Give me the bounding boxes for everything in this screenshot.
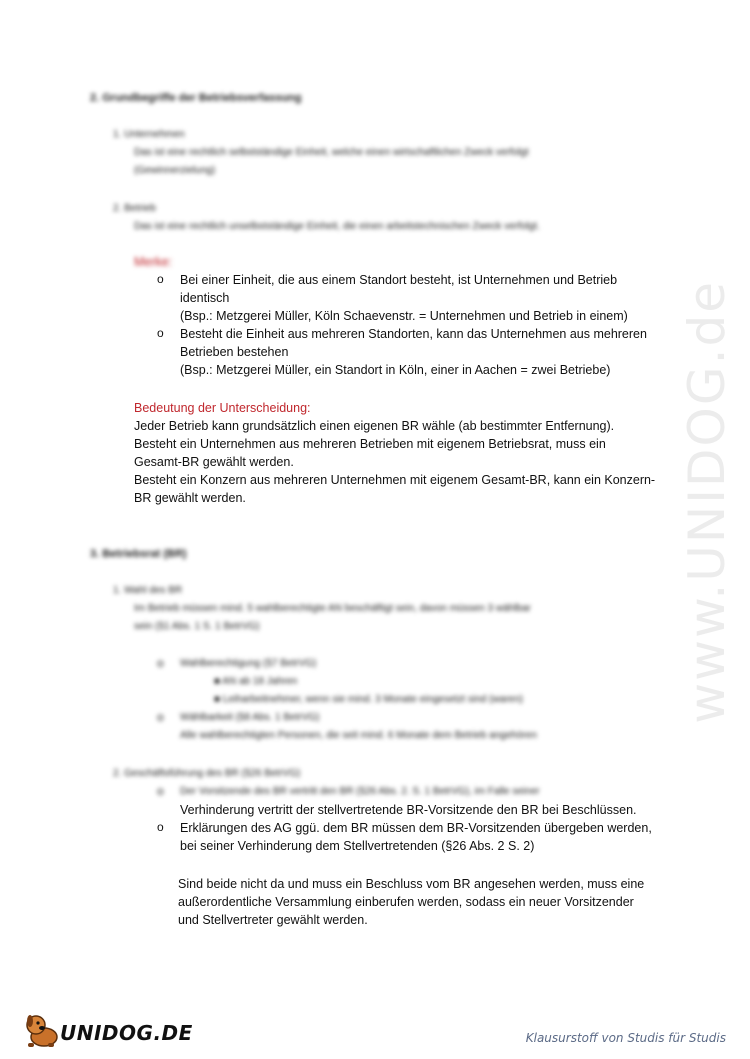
bedeutung-line-4: Besteht ein Konzern aus mehreren Unternehmen mit eigenem Gesamt-BR, kann ein Konzern-	[134, 473, 656, 487]
final-line-3: und Stellvertreter gewählt werden.	[178, 913, 368, 927]
dog-logo-icon	[22, 1011, 62, 1049]
gf-bullet-1: o	[157, 784, 164, 798]
final-line-2: außerordentliche Versammlung einberufen werden, sodass ein neuer Vorsitzender	[178, 895, 634, 909]
s3-item1-title: 1. Wahl des BR	[113, 585, 183, 596]
bedeutung-line-3: Gesamt-BR gewählt werden.	[134, 455, 294, 469]
wb-sub-2-text: Leiharbeitnehmer, wenn sie mind. 3 Monate eingesetzt sind (waren)	[222, 694, 523, 705]
wb-sub-1-text: AN ab 18 Jahren	[222, 676, 298, 687]
watermark: www.UNIDOG.de	[678, 280, 736, 724]
gf-item-2-line2: bei seiner Verhinderung dem Stellvertretenden (§26 Abs. 2 S. 2)	[180, 839, 535, 853]
merke-bullet-1: o	[157, 272, 164, 286]
s3-item2-title: 2. Geschäftsführung des BR (§26 BetrVG)	[113, 768, 301, 779]
merke-item-2-line1: Besteht die Einheit aus mehreren Standorten, kann das Unternehmen aus mehreren	[180, 327, 647, 341]
s3-item1-text-a: Im Betrieb müssen mind. 5 wahlberechtigte AN beschäftigt sein, davon müssen 3 wählbar	[134, 603, 531, 614]
footer-slogan: Klausurstoff von Studis für Studis	[525, 1031, 726, 1045]
s2-item1-text-a: Das ist eine rechtlich selbstständige Einheit, welche einen wirtschaftlichen Zweck verfolgt	[134, 147, 529, 158]
merke-item-2-line3: (Bsp.: Metzgerei Müller, ein Standort in Köln, einer in Aachen = zwei Betriebe)	[180, 363, 611, 377]
s2-item2-text: Das ist eine rechtlich unselbstständige Einheit, die einen arbeitstechnischen Zweck verfolgt.	[134, 221, 540, 232]
gf-bullet-2: o	[157, 820, 164, 834]
merke-item-1-line2: identisch	[180, 291, 230, 305]
bedeutung-line-2: Besteht ein Unternehmen aus mehreren Betrieben mit eigenem Betriebsrat, muss ein	[134, 437, 606, 451]
merke-item-1-line1: Bei einer Einheit, die aus einem Standort besteht, ist Unternehmen und Betrieb	[180, 273, 618, 287]
wb-sub-2: ■ Leiharbeitnehmer, wenn sie mind. 3 Monate eingesetzt sind (waren)	[214, 694, 523, 705]
s2-item1-text-b: (Gewinnerzielung)	[134, 165, 216, 176]
wb-bullet: o	[157, 656, 164, 670]
waehlbarkeit: Wählbarkeit (§8 Abs. 1 BetrVG)	[180, 712, 320, 723]
section3-heading: 3. Betriebsrat (BR)	[90, 548, 187, 560]
merke-item-1-line3: (Bsp.: Metzgerei Müller, Köln Schaevenstr. = Unternehmen und Betrieb in einem)	[180, 309, 628, 323]
merke-item-2-line2: Betrieben bestehen	[180, 345, 289, 359]
wahlberechtigung: Wahlberechtigung (§7 BetrVG)	[180, 658, 317, 669]
bedeutung-label: Bedeutung der Unterscheidung:	[134, 401, 311, 415]
wahlbarkeit-bullet: o	[157, 710, 164, 724]
gf-item-1-line2: Verhinderung vertritt der stellvertretende BR-Vorsitzende den BR bei Beschlüssen.	[180, 803, 637, 817]
gf-item-2-line1: Erklärungen des AG ggü. dem BR müssen dem BR-Vorsitzenden übergeben werden,	[180, 821, 652, 835]
logo-text: UNIDOG.DE	[60, 1021, 193, 1045]
bedeutung-line-5: BR gewählt werden.	[134, 491, 246, 505]
merke-label: Merke:	[134, 255, 173, 269]
gf-item-1-line1: Der Vorsitzende des BR vertritt den BR (§26 Abs. 2. S. 1 BetrVG), im Falle seiner	[180, 786, 540, 797]
bedeutung-line-1: Jeder Betrieb kann grundsätzlich einen eigenen BR wähle (ab bestimmter Entfernung).	[134, 419, 615, 433]
merke-bullet-2: o	[157, 326, 164, 340]
final-line-1: Sind beide nicht da und muss ein Beschluss vom BR angesehen werden, muss eine	[178, 877, 645, 891]
s2-item2-title: 2. Betrieb	[113, 203, 156, 214]
wb-sub-1: ■ AN ab 18 Jahren	[214, 676, 298, 687]
section2-heading: 2. Grundbegriffe der Betriebsverfassung	[90, 92, 302, 104]
s2-item1-title: 1. Unternehmen	[113, 129, 185, 140]
s3-item1-text-b: sein (§1 Abs. 1 S. 1 BetrVG)	[134, 621, 260, 632]
waehlbarkeit-text: Alle wahlberechtigten Personen, die seit mind. 6 Monate dem Betrieb angehören	[180, 730, 537, 741]
